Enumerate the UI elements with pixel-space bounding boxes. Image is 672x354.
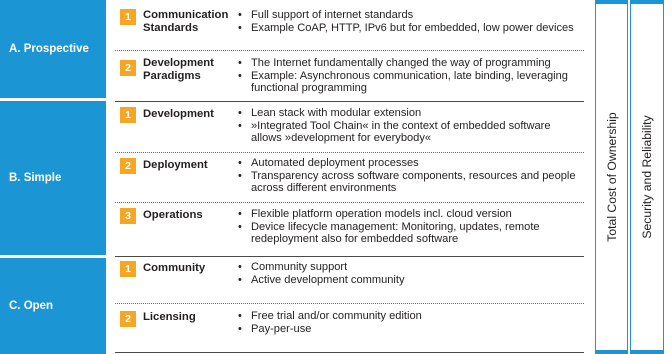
row-label: Development: [143, 108, 214, 120]
row-number-badge: 1: [120, 9, 136, 25]
row-divider: [115, 202, 584, 203]
row-number-badge: 1: [120, 261, 136, 277]
bullet-item: • Device lifecycle management: Monitoring, updates, remote redeployment also for embedded software: [238, 220, 540, 246]
bullet-list: [237, 310, 582, 335]
row-divider: [115, 152, 584, 153]
side-label: Security and Reliability: [640, 115, 654, 239]
bullet-item: • Flexible platform operation models incl. cloud version: [238, 208, 512, 220]
bullet-list: [237, 9, 582, 34]
row-number-badge: 2: [120, 60, 136, 76]
bullet-item: • »Integrated Tool Chain« in the context of embedded software allows »development for everybody«: [238, 119, 551, 145]
bullet-item: • Free trial and/or community edition: [238, 310, 422, 322]
bullet-list: [237, 208, 582, 246]
bullet-item: • Example CoAP, HTTP, IPv6 but for embedded, low power devices: [238, 21, 574, 34]
bullet-list: [237, 107, 582, 145]
row-number-badge: 2: [120, 311, 136, 327]
bullet-item: • Lean stack with modular extension: [238, 107, 422, 119]
row-divider: [115, 303, 584, 304]
side-box-security: [630, 0, 664, 354]
bullet-item: • Active development community: [238, 273, 405, 286]
bullet-list: [237, 157, 582, 195]
section-divider: [115, 101, 584, 102]
section-divider: [115, 256, 584, 257]
category-label: C. Open: [9, 300, 54, 312]
category-prospective: [0, 0, 106, 98]
bullet-item: • Transparency across software components, resources and people across different environments: [238, 169, 576, 195]
bullet-list: [237, 261, 582, 286]
row-number-badge: 3: [120, 208, 136, 224]
category-simple: [0, 101, 106, 255]
row-label: Operations: [143, 209, 203, 221]
side-label: Total Cost of Ownership: [604, 112, 619, 242]
bullet-item: • Community support: [238, 261, 348, 273]
row-number-badge: 2: [120, 158, 136, 174]
bullet-item: • Automated deployment processes: [238, 157, 419, 169]
row-number-badge: 1: [120, 107, 136, 123]
row-label: Licensing: [143, 311, 196, 323]
bullet-item: • Full support of internet standards: [238, 9, 414, 21]
row-label: Communication Standards: [143, 9, 229, 34]
row-label: Development Paradigms: [143, 57, 214, 82]
category-label: A. Prospective: [9, 43, 89, 55]
bullet-item: • Pay-per-use: [238, 322, 312, 335]
row-label: Deployment: [143, 159, 208, 171]
row-label: Community: [143, 262, 206, 274]
category-open: [0, 258, 106, 354]
row-divider: [115, 50, 584, 51]
bullet-item: • Example: Asynchronous communication, late binding, leveraging functional programming: [238, 69, 568, 95]
bullet-list: [237, 57, 582, 95]
section-divider: [115, 352, 584, 353]
side-box-total-cost: [595, 0, 628, 354]
bullet-item: • The Internet fundamentally changed the way of programming: [238, 57, 551, 69]
category-label: B. Simple: [9, 172, 62, 184]
